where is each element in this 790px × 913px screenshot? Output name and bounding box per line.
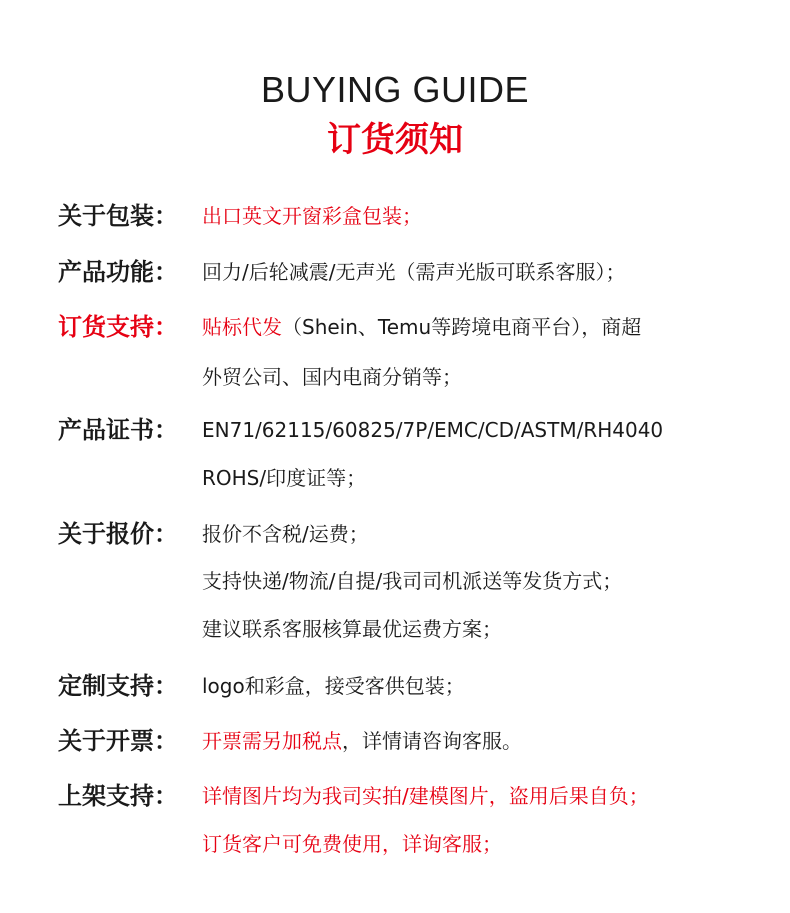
title-english: BUYING GUIDE <box>260 69 530 110</box>
section-text: （Shein、Temu等跨境电商平台），商超 <box>282 315 642 339</box>
section-text-line2: 支持快递/物流/自提/我司司机派送等发货方式； <box>202 569 623 593</box>
section-custom <box>0 666 790 706</box>
section-text-line2: 外贸公司、国内电商分销等； <box>202 365 462 389</box>
section-text-line3: 建议联系客服核算最优运费方案； <box>202 617 502 641</box>
section-quote <box>0 514 790 641</box>
section-label: 产品功能： <box>58 258 178 286</box>
section-label: 关于报价： <box>58 520 178 548</box>
section-text-line1 <box>202 721 522 761</box>
section-text-line1: 报价不含税/运费； <box>202 522 369 546</box>
section-label: 上架支持： <box>58 782 178 810</box>
section-text-line1: EN71/62115/60825/7P/EMC/CD/ASTM/RH4040 <box>202 418 664 442</box>
section-certificates <box>0 410 790 490</box>
highlight-text: 贴标代发 <box>202 315 282 339</box>
section-label: 订货支持： <box>58 313 178 341</box>
section-invoice <box>0 721 790 761</box>
title-chinese: 订货须知 <box>327 120 463 160</box>
section-text: 出口英文开窗彩盒包装； <box>202 204 422 228</box>
section-listing <box>0 776 790 856</box>
section-packaging <box>0 196 790 236</box>
section-text-line1: 详情图片均为我司实拍/建模图片，盗用后果自负； <box>202 784 649 808</box>
section-text: ，详情请咨询客服。 <box>342 729 522 753</box>
section-label: 产品证书： <box>58 416 178 444</box>
section-label: 关于包装： <box>58 202 178 230</box>
highlight-text: 开票需另加税点 <box>202 729 342 753</box>
section-function <box>0 252 790 292</box>
section-order-support <box>0 307 790 389</box>
section-text-line1 <box>202 307 641 347</box>
section-text: 回力/后轮减震/无声光（需声光版可联系客服）； <box>202 260 626 284</box>
section-label: 关于开票： <box>58 727 178 755</box>
section-text: logo和彩盒，接受客供包装； <box>202 674 465 698</box>
section-text-line2: ROHS/印度证等； <box>202 466 367 490</box>
section-label: 定制支持： <box>58 672 178 700</box>
section-text-line2: 订货客户可免费使用，详询客服； <box>202 832 502 856</box>
